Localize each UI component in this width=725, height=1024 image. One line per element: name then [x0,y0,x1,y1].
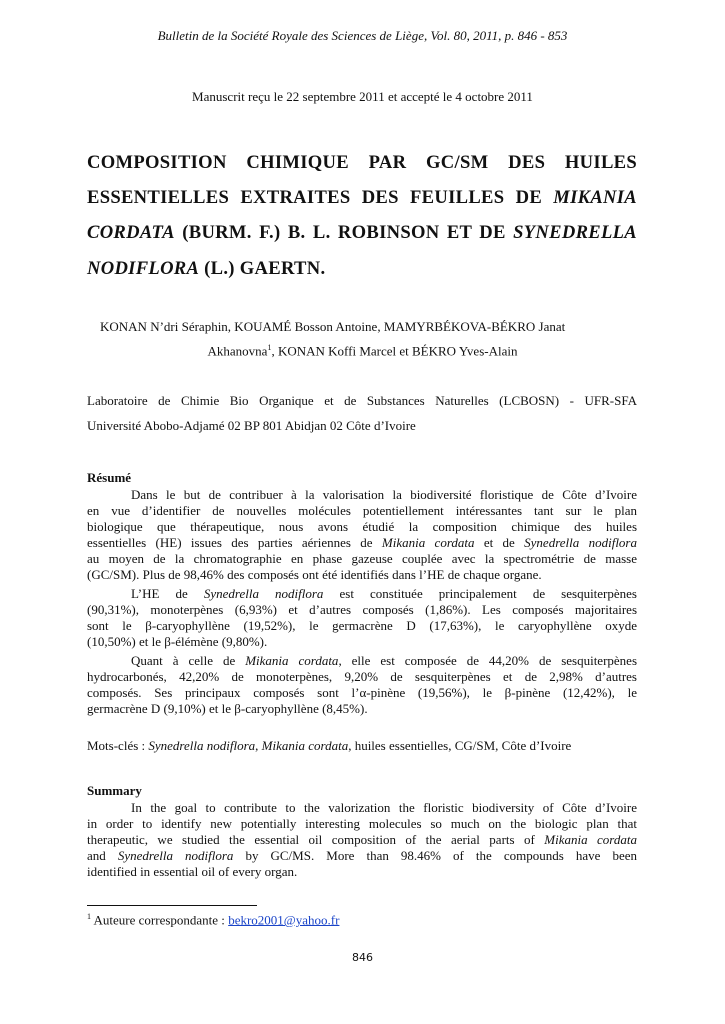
resume-p3-line: germacrène D (9,10%) et le β-caryophyllène (8,45%). [87,701,368,716]
resume-p1-line: essentielles (HE) issues des parties aériennes de Mikania cordata et de Synedrella nodiflora [87,535,637,550]
keywords: Mots-clés : Synedrella nodiflora, Mikania cordata, huiles essentielles, CG/SM, Côte d’Ivoire [87,738,572,753]
resume-p3-line: Quant à celle de Mikania cordata, elle est composée de 44,20% de sesquiterpènes [131,653,638,668]
resume-p2-line: sont le β-caryophyllène (19,52%), le germacrène D (17,63%), le caryophyllène oxyde [87,618,637,633]
affiliation-line-1: Laboratoire de Chimie Bio Organique et de Substances Naturelles (LCBOSN) - UFR-SFA [87,393,637,408]
summary-line: In the goal to contribute to the valorization the floristic biodiversity of Côte d’Ivoire [131,800,637,815]
resume-p2-line: L’HE de Synedrella nodiflora est constituée principalement de sesquiterpènes [131,586,637,601]
affiliation-line-2: Université Abobo-Adjamé 02 BP 801 Abidjan 02 Côte d’Ivoire [87,418,416,433]
resume-p1-line: en vue d’identifier de nouvelles molécules potentiellement intéressantes tant sur le plan [87,503,637,518]
resume-p1-line: Dans le but de contribuer à la valorisation la biodiversité floristique de Côte d’Ivoire [131,487,637,502]
journal-header: Bulletin de la Société Royale des Sciences de Liège, Vol. 80, 2011, p. 846 - 853 [157,28,568,43]
title-line-2: ESSENTIELLES EXTRAITES DES FEUILLES DE MIKANIA [87,187,637,208]
title-line-3: CORDATA (BURM. F.) B. L. ROBINSON ET DE SYNEDRELLA [87,222,637,243]
email-link[interactable]: bekro2001@yahoo.fr [228,912,340,928]
title-line-1: COMPOSITION CHIMIQUE PAR GC/SM DES HUILES [87,152,637,173]
footnote-divider [87,905,257,906]
summary-line: in order to identify new potentially interesting molecules so much on the biologic plan that [87,816,637,831]
received-date: Manuscrit reçu le 22 septembre 2011 et accepté le 4 octobre 2011 [192,89,533,104]
summary-line: therapeutic, we studied the essential oil composition of the aerial parts of Mikania cordata [87,832,637,847]
authors-line-1: KONAN N’dri Séraphin, KOUAMÉ Bosson Antoine, MAMYRBÉKOVA-BÉKRO Janat [100,319,566,334]
resume-p2-line: (10,50%) et le β-élémène (9,80%). [87,634,268,649]
page-number: 846 [352,951,373,964]
resume-heading: Résumé [87,470,132,485]
summary-line: and Synedrella nodiflora by GC/MS. More than 98.46% of the compounds have been [87,848,637,863]
resume-p1-line: biologique que thérapeutique, nous avons étudié la composition chimique des huiles [87,519,637,534]
footnote-ref: 1 [267,343,272,352]
title-line-4: NODIFLORA (L.) GAERTN. [87,258,326,279]
resume-p1-line: (GC/SM). Plus de 98,46% des composés ont été identifiés dans l’HE de chaque organe. [87,567,542,582]
authors-line-2: Akhanovna$^1$, KONAN Koffi Marcel et BÉKRO Yves-Alain [207,343,518,359]
summary-heading: Summary [87,783,142,798]
footnote: $^1$ Auteure correspondante : bekro2001@yahoo.fr [87,912,340,928]
resume-p3-line: hydrocarbonés, 42,20% de monoterpènes, 9,20% de sesquiterpènes et de 2,98% d’autres [87,669,637,684]
summary-line: identified in essential oil of every organ. [87,864,298,879]
resume-p3-line: composés. Ses principaux composés sont l’α-pinène (19,56%), le β-pinène (12,42%), le [87,685,637,700]
resume-p1-line: au moyen de la chromatographie en phase gazeuse couplée avec la spectrométrie de masse [87,551,637,566]
resume-p2-line: (90,31%), monoterpènes (6,93%) et d’autres composés (1,86%). Les composés majoritaires [87,602,637,617]
